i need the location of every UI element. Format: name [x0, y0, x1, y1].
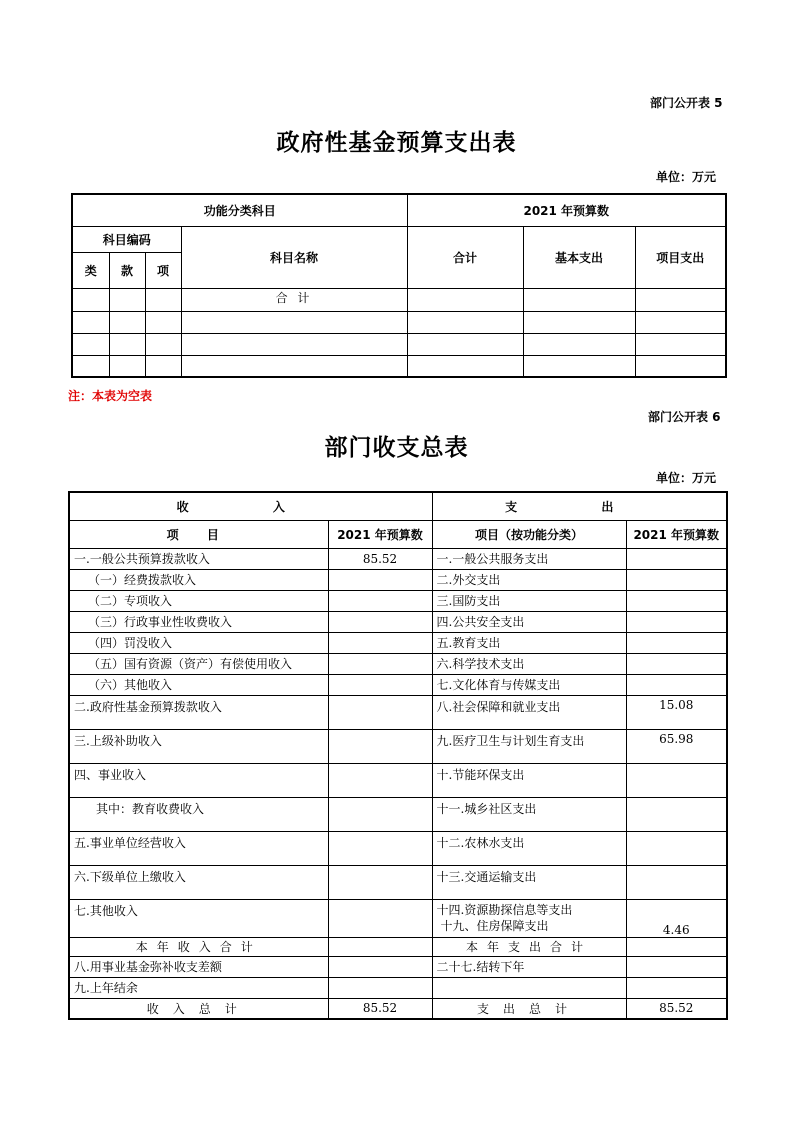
header-income: 收 入 [69, 492, 432, 520]
income-value [328, 797, 432, 831]
income-item: 其中：教育收费收入 [69, 797, 328, 831]
header-item: 项 目 [69, 520, 328, 548]
table-row [69, 729, 727, 763]
expense-value [626, 569, 727, 590]
table-row [69, 865, 727, 899]
income-grand-total: 收入总计 [69, 998, 328, 1019]
income-value [328, 831, 432, 865]
table1-tag: 部门公开表 5 [650, 96, 723, 110]
table1-title: 政府性基金预算支出表 [276, 130, 517, 156]
income-value [328, 569, 432, 590]
income-value [328, 763, 432, 797]
expense-item: 十九、住房保障支出 [440, 918, 549, 933]
expense-item: 五.教育支出 [432, 632, 626, 653]
expense-item: 十四.资源勘探信息等支出 [436, 902, 573, 917]
income-item: （三）行政事业性收费收入 [69, 611, 328, 632]
expense-value [626, 548, 727, 569]
expense-subtotal: 本年支出合计 [432, 937, 626, 956]
income-value [328, 611, 432, 632]
header-budget-out: 2021 年预算数 [626, 520, 727, 548]
income-item: （五）国有资源（资产）有偿使用收入 [69, 653, 328, 674]
header-budget-in: 2021 年预算数 [328, 520, 432, 548]
table-row [69, 695, 727, 729]
table2-tag: 部门公开表 6 [648, 410, 721, 424]
income-value [328, 632, 432, 653]
expense-value: 65.98 [626, 729, 727, 763]
income-value [328, 695, 432, 729]
expense-item: 十二.农林水支出 [432, 831, 626, 865]
income-value [328, 865, 432, 899]
income-item: （四）罚没收入 [69, 632, 328, 653]
expense-item: 十三.交通运输支出 [432, 865, 626, 899]
expense-item: 十.节能环保支出 [432, 763, 626, 797]
table-row [69, 569, 727, 590]
header-budget-2021: 2021 年预算数 [407, 194, 726, 226]
expense-value [626, 763, 727, 797]
expense-value [626, 590, 727, 611]
expense-value: 4.46 [626, 899, 727, 937]
table-row [69, 977, 727, 998]
income-item: （六）其他收入 [69, 674, 328, 695]
expense-value [626, 977, 727, 998]
income-item: 二.政府性基金预算拨款收入 [69, 695, 328, 729]
header-func-class: 功能分类科目 [72, 194, 407, 226]
header-expense: 支 出 [432, 492, 727, 520]
expense-value: 85.52 [626, 998, 727, 1019]
expense-value [626, 797, 727, 831]
income-value [328, 956, 432, 977]
header-total: 合计 [407, 226, 523, 288]
header-basic: 基本支出 [523, 226, 635, 288]
income-item: 七.其他收入 [69, 899, 328, 937]
total-row-label: 合 计 [181, 288, 407, 311]
income-item: 四、事业收入 [69, 763, 328, 797]
expense-item-multi [432, 899, 626, 937]
table-row [69, 590, 727, 611]
expense-value [626, 865, 727, 899]
header-lei: 类 [72, 252, 109, 288]
table-row [69, 548, 727, 569]
expense-value [626, 674, 727, 695]
expense-item: 四.公共安全支出 [432, 611, 626, 632]
income-subtotal: 本年收入合计 [69, 937, 328, 956]
expense-item [432, 977, 626, 998]
income-item: 一.一般公共预算拨款收入 [69, 548, 328, 569]
expense-item: 二.外交支出 [432, 569, 626, 590]
expense-item: 十一.城乡社区支出 [432, 797, 626, 831]
income-item: 九.上年结余 [69, 977, 328, 998]
table-row [69, 899, 727, 937]
expense-value [626, 611, 727, 632]
table1-unit: 单位：万元 [656, 170, 717, 184]
table-row [69, 674, 727, 695]
header-project: 项目支出 [635, 226, 726, 288]
expense-value [626, 956, 727, 977]
expense-grand-total: 支出总计 [432, 998, 626, 1019]
table1-note: 注：本表为空表 [68, 389, 153, 403]
expense-value [626, 937, 727, 956]
table-row [69, 797, 727, 831]
expense-item: 七.文化体育与传媒支出 [432, 674, 626, 695]
expense-value [626, 632, 727, 653]
table-row [69, 998, 727, 1019]
income-item: 三.上级补助收入 [69, 729, 328, 763]
table2-unit: 单位：万元 [656, 471, 717, 485]
income-item: （二）专项收入 [69, 590, 328, 611]
expense-item: 八.社会保障和就业支出 [432, 695, 626, 729]
income-value: 85.52 [328, 998, 432, 1019]
income-item: 五.事业单位经营收入 [69, 831, 328, 865]
table-row [69, 763, 727, 797]
header-item-func: 项目（按功能分类） [432, 520, 626, 548]
table-row [69, 937, 727, 956]
table-row [69, 611, 727, 632]
income-value [328, 590, 432, 611]
income-value [328, 674, 432, 695]
table-row [69, 831, 727, 865]
header-xiang: 项 [145, 252, 181, 288]
expense-item: 六.科学技术支出 [432, 653, 626, 674]
expense-value [626, 653, 727, 674]
income-value [328, 977, 432, 998]
income-value [328, 937, 432, 956]
header-subject-code: 科目编码 [72, 226, 181, 252]
table2-title: 部门收支总表 [324, 435, 469, 461]
expense-item: 三.国防支出 [432, 590, 626, 611]
expense-item: 九.医疗卫生与计划生育支出 [432, 729, 626, 763]
header-subject-name: 科目名称 [181, 226, 407, 288]
expense-item: 二十七.结转下年 [432, 956, 626, 977]
table-row [69, 632, 727, 653]
income-item: 六.下级单位上缴收入 [69, 865, 328, 899]
income-value [328, 729, 432, 763]
header-kuan: 款 [109, 252, 145, 288]
income-value [328, 653, 432, 674]
budget-expense-table [71, 193, 727, 378]
income-expense-summary-table [68, 491, 728, 1020]
income-item: 八.用事业基金弥补收支差额 [69, 956, 328, 977]
income-value: 85.52 [328, 548, 432, 569]
income-item: （一）经费拨款收入 [69, 569, 328, 590]
table-row [69, 956, 727, 977]
income-value [328, 899, 432, 937]
expense-value [626, 831, 727, 865]
expense-item: 一.一般公共服务支出 [432, 548, 626, 569]
expense-value: 15.08 [626, 695, 727, 729]
table-row [69, 653, 727, 674]
